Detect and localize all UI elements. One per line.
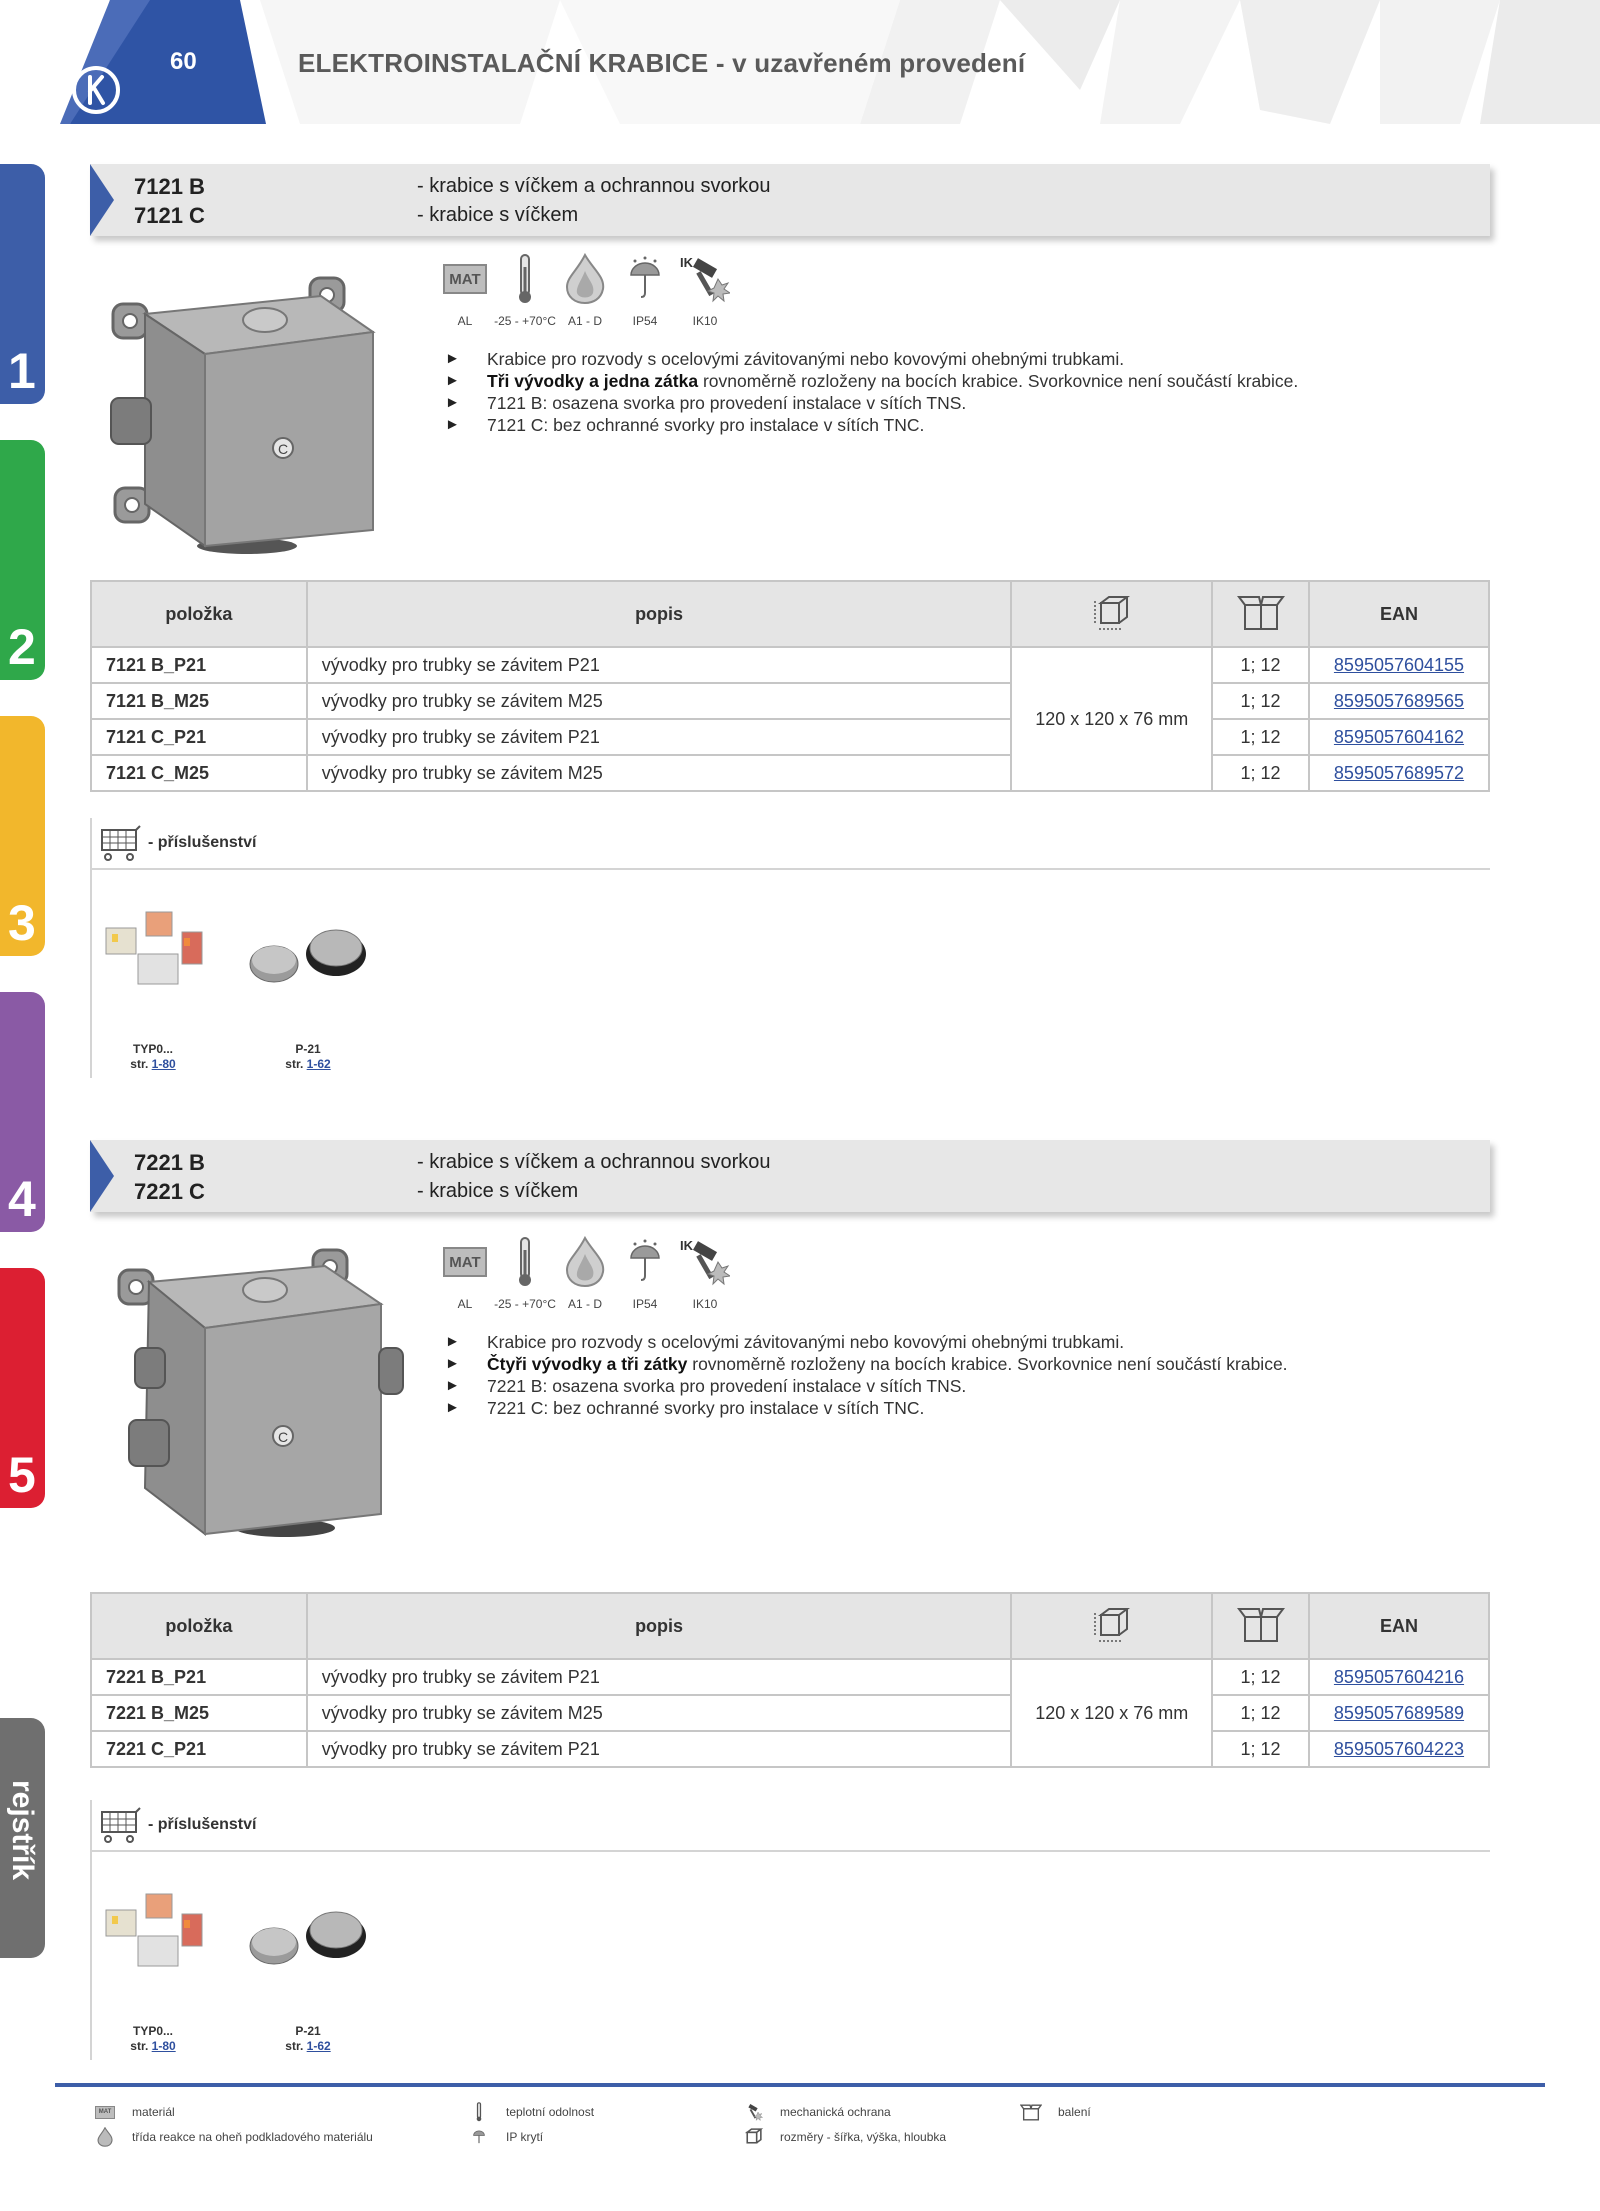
- ean-link[interactable]: 8595057604162: [1333, 726, 1465, 747]
- property-icons: [430, 1233, 780, 1323]
- bullet-arrow-icon: ►: [445, 394, 460, 411]
- accessory-terminal-blocks[interactable]: TYP0... str. 1-80: [98, 1890, 208, 2054]
- accessory-page-link[interactable]: 1-62: [306, 2039, 331, 2053]
- item-packaging: 1; 12: [1212, 755, 1309, 791]
- flame-icon: [563, 1236, 607, 1288]
- feature-list: [445, 348, 1298, 436]
- fire-class-value: A1 - D: [567, 1297, 602, 1311]
- accessory-name: TYP0...: [132, 2024, 173, 2038]
- product-description: - krabice s víčkem: [417, 204, 579, 226]
- feature-item: ► 7221 C: bez ochranné svorky pro instalace v sítích TNC.: [445, 1398, 925, 1418]
- item-code: 7121 B_M25: [91, 683, 307, 719]
- mechanical-value: IK10: [692, 314, 718, 328]
- item-code: 7221 C_P21: [91, 1731, 307, 1767]
- hammer-impact-icon: [741, 2102, 765, 2122]
- feature-item: ► Tři vývodky a jedna zátka rovnoměrně rozloženy na bocích krabice. Svorkovnice není součástí krabice.: [445, 371, 1299, 391]
- terminal-block-image: [98, 908, 208, 998]
- column-header-packaging: [1212, 1593, 1309, 1659]
- chapter-tab-label: 4: [8, 1171, 36, 1227]
- thermometer-icon: [515, 1236, 535, 1288]
- bullet-arrow-icon: ►: [445, 416, 460, 433]
- item-code: 7221 B_M25: [91, 1695, 307, 1731]
- table-row: [91, 647, 1489, 683]
- dimensions-icon: [742, 2127, 764, 2147]
- material-icon: MAT: [95, 2106, 115, 2119]
- shopping-cart-icon: [98, 1806, 142, 1846]
- item-description: vývodky pro trubky se závitem M25: [307, 683, 1012, 719]
- dimensions-icon: [1091, 1605, 1133, 1643]
- accessories-header: [90, 818, 1490, 870]
- chapter-tab-label: 1: [8, 343, 36, 399]
- column-header-item: položka: [91, 581, 307, 647]
- feature-item: ► 7121 C: bez ochranné svorky pro instalace v sítích TNC.: [445, 415, 925, 435]
- table-row: [91, 719, 1489, 755]
- package-icon: [1020, 2103, 1042, 2121]
- product-header-7221: [90, 1140, 1490, 1212]
- material-icon: MAT: [443, 264, 487, 294]
- hammer-impact-icon: [680, 253, 730, 305]
- index-tab[interactable]: [0, 1718, 45, 1958]
- product-description: - krabice s víčkem: [417, 1180, 579, 1202]
- svg-text:C: C: [277, 441, 289, 457]
- svg-text:C: C: [277, 1429, 289, 1445]
- accessory-page-link[interactable]: 1-80: [151, 1057, 176, 1071]
- accessories-header: [90, 1800, 1490, 1852]
- item-description: vývodky pro trubky se závitem M25: [307, 755, 1012, 791]
- item-packaging: 1; 12: [1212, 1731, 1309, 1767]
- table-header-row: [91, 1593, 1489, 1659]
- item-dimensions: 120 x 120 x 76 mm: [1011, 1659, 1212, 1767]
- item-packaging: 1; 12: [1212, 1695, 1309, 1731]
- shopping-cart-icon: [98, 824, 142, 864]
- ik-badge: IK: [680, 1238, 693, 1253]
- bullet-arrow-icon: ►: [445, 372, 460, 389]
- table-row: [91, 1659, 1489, 1695]
- ean-link[interactable]: 8595057689589: [1333, 1702, 1465, 1723]
- legend-material: MAT materiál: [92, 2102, 175, 2122]
- ip-rating-value: IP54: [632, 314, 658, 328]
- product-image-7221: [105, 1248, 415, 1553]
- chapter-tab-label: 2: [8, 619, 36, 675]
- item-description: vývodky pro trubky se závitem P21: [307, 719, 1012, 755]
- accessories-label: - příslušenství: [148, 834, 257, 851]
- ip-protection-icon: [625, 253, 665, 305]
- bullet-arrow-icon: ►: [445, 1333, 460, 1350]
- header-accent-triangle: [90, 164, 114, 236]
- accessory-page-link[interactable]: 1-80: [151, 2039, 176, 2053]
- item-packaging: 1; 12: [1212, 1659, 1309, 1695]
- accessory-name: TYP0...: [132, 1042, 173, 1056]
- ean-link[interactable]: 8595057689572: [1333, 762, 1465, 783]
- product-description: - krabice s víčkem a ochrannou svorkou: [417, 175, 771, 197]
- column-header-ean: EAN: [1309, 1593, 1489, 1659]
- bullet-arrow-icon: ►: [445, 1355, 460, 1372]
- legend-packaging: balení: [1018, 2102, 1091, 2122]
- brand-logo: [70, 64, 122, 121]
- accessory-name: P-21: [295, 1042, 321, 1056]
- item-description: vývodky pro trubky se závitem P21: [307, 1659, 1012, 1695]
- item-code: 7121 C_M25: [91, 755, 307, 791]
- column-header-item: položka: [91, 1593, 307, 1659]
- bullet-arrow-icon: ►: [445, 1377, 460, 1394]
- temperature-value: -25 - +70°C: [494, 314, 556, 328]
- item-packaging: 1; 12: [1212, 719, 1309, 755]
- column-header-dimensions: [1011, 1593, 1212, 1659]
- item-description: vývodky pro trubky se závitem M25: [307, 1695, 1012, 1731]
- product-code: 7221 C: [134, 1179, 205, 1204]
- table-row: [91, 1731, 1489, 1767]
- accessory-page-link[interactable]: 1-62: [306, 1057, 331, 1071]
- ean-link[interactable]: 8595057604216: [1333, 1666, 1465, 1687]
- column-header-desc: popis: [307, 581, 1012, 647]
- item-description: vývodky pro trubky se závitem P21: [307, 1731, 1012, 1767]
- table-row: [91, 1695, 1489, 1731]
- item-code: 7121 B_P21: [91, 647, 307, 683]
- item-dimensions: 120 x 120 x 76 mm: [1011, 647, 1212, 791]
- accessories-label: - příslušenství: [148, 1816, 257, 1833]
- column-header-dimensions: [1011, 581, 1212, 647]
- chapter-tab-label: 5: [8, 1447, 36, 1503]
- accessories-7221: [90, 1800, 1490, 2062]
- accessory-name: P-21: [295, 2024, 321, 2038]
- legend-temperature: teplotní odolnost: [466, 2102, 594, 2122]
- temperature-value: -25 - +70°C: [494, 1297, 556, 1311]
- feature-item: ► 7121 B: osazena svorka pro provedení instalace v sítích TNS.: [445, 393, 967, 413]
- column-header-desc: popis: [307, 1593, 1012, 1659]
- accessory-plug-p21[interactable]: P-21 str. 1-62: [238, 1902, 378, 2054]
- column-header-packaging: [1212, 581, 1309, 647]
- accessories-7121: [90, 818, 1490, 1080]
- table-header-row: [91, 581, 1489, 647]
- product-table-7121: [90, 580, 1490, 792]
- property-icons: [430, 250, 780, 340]
- feature-item: ► Krabice pro rozvody s ocelovými závitovanými nebo kovovými ohebnými trubkami.: [445, 1332, 1125, 1352]
- chapter-tab-2[interactable]: [0, 440, 45, 680]
- mechanical-property: [670, 250, 740, 328]
- product-code: 7121 B: [134, 174, 205, 199]
- product-code: 7121 C: [134, 203, 205, 228]
- item-description: vývodky pro trubky se závitem P21: [307, 647, 1012, 683]
- feature-list: [445, 1331, 1288, 1419]
- page-title: ELEKTROINSTALAČNÍ KRABICE - v uzavřeném provedení: [298, 48, 1026, 78]
- bullet-arrow-icon: ►: [445, 350, 460, 367]
- index-tab-label: rejstřík: [6, 1780, 39, 1881]
- item-code: 7121 C_P21: [91, 719, 307, 755]
- bullet-arrow-icon: ►: [445, 1399, 460, 1416]
- column-header-ean: EAN: [1309, 581, 1489, 647]
- legend-ip: IP krytí: [466, 2127, 543, 2147]
- feature-item: ► Čtyři vývodky a tři zátky rovnoměrně rozloženy na bocích krabice. Svorkovnice není součástí krabice.: [445, 1354, 1288, 1374]
- footer-divider: [55, 2083, 1545, 2087]
- ean-link[interactable]: 8595057604155: [1333, 654, 1465, 675]
- flame-icon: [563, 253, 607, 305]
- page-number: 60: [170, 48, 197, 75]
- table-row: [91, 755, 1489, 791]
- legend-dimensions: rozměry - šířka, výška, hloubka: [740, 2127, 946, 2147]
- accessory-terminal-blocks[interactable]: TYP0... str. 1-80: [98, 908, 208, 1072]
- chapter-tab-3[interactable]: [0, 716, 45, 956]
- chapter-tab-label: 3: [8, 895, 36, 951]
- header-accent-triangle: [90, 1140, 114, 1212]
- product-description: - krabice s víčkem a ochrannou svorkou: [417, 1151, 771, 1173]
- plug-image: [238, 920, 378, 998]
- fire-class-value: A1 - D: [567, 314, 602, 328]
- item-packaging: 1; 12: [1212, 683, 1309, 719]
- material-value: AL: [457, 1297, 473, 1311]
- chapter-tab-1[interactable]: [0, 164, 45, 404]
- feature-item: ► 7221 B: osazena svorka pro provedení instalace v sítích TNS.: [445, 1376, 967, 1396]
- plug-image: [238, 1902, 378, 1980]
- terminal-block-image: [98, 1890, 208, 1980]
- feature-item: ► Krabice pro rozvody s ocelovými závitovanými nebo kovovými ohebnými trubkami.: [445, 349, 1125, 369]
- product-header-7121: [90, 164, 1490, 236]
- thermometer-icon: [515, 253, 535, 305]
- legend-mechanical: mechanická ochrana: [740, 2102, 891, 2122]
- chapter-tab-5[interactable]: [0, 1268, 45, 1508]
- ean-link[interactable]: 8595057604223: [1333, 1738, 1465, 1759]
- product-table-7221: [90, 1592, 1490, 1768]
- ip-rating-value: IP54: [632, 1297, 658, 1311]
- ean-link[interactable]: 8595057689565: [1333, 690, 1465, 711]
- ik-badge: IK: [680, 255, 693, 270]
- legend-fire-class: třída reakce na oheň podkladového materiálu: [92, 2127, 373, 2147]
- material-value: AL: [457, 314, 473, 328]
- ip-protection-icon: [470, 2127, 488, 2147]
- hammer-impact-icon: [680, 1236, 730, 1288]
- dimensions-icon: [1091, 593, 1133, 631]
- mechanical-property: [670, 1233, 740, 1311]
- thermometer-icon: [475, 2102, 483, 2122]
- ip-protection-icon: [625, 1236, 665, 1288]
- flame-icon: [96, 2127, 114, 2147]
- table-row: [91, 683, 1489, 719]
- accessory-plug-p21[interactable]: P-21 str. 1-62: [238, 920, 378, 1072]
- mechanical-value: IK10: [692, 1297, 718, 1311]
- package-icon: [1237, 1605, 1285, 1643]
- package-icon: [1237, 593, 1285, 631]
- item-code: 7221 B_P21: [91, 1659, 307, 1695]
- item-packaging: 1; 12: [1212, 647, 1309, 683]
- product-image-7121: [105, 268, 405, 563]
- chapter-tab-4[interactable]: [0, 992, 45, 1232]
- material-icon: MAT: [443, 1247, 487, 1277]
- product-code: 7221 B: [134, 1150, 205, 1175]
